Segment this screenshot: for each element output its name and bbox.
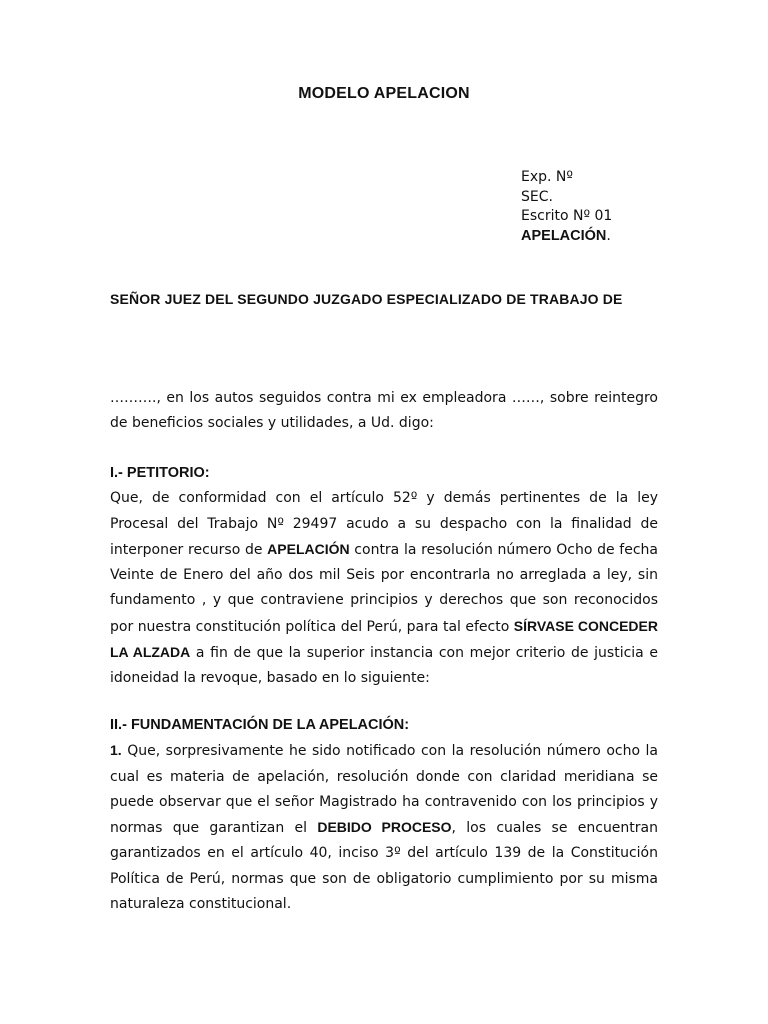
- petitorio-text-3: a fin de que la superior instancia con mejor criterio de justicia e idoneidad la revoque, basado en lo siguiente:: [110, 645, 659, 687]
- case-info-block: [521, 168, 612, 246]
- fundamentacion-section: [110, 713, 658, 917]
- fundamentacion-number: 1.: [110, 742, 122, 759]
- addressee: SEÑOR JUEZ DEL SEGUNDO JUZGADO ESPECIALIZADO DE TRABAJO DE: [110, 291, 623, 307]
- document-title: MODELO APELACION: [298, 85, 470, 102]
- fundamentacion-heading: II.- FUNDAMENTACIÓN DE LA APELACIÓN:: [110, 717, 410, 733]
- petitorio-section: [110, 461, 658, 692]
- petitorio-heading: I.- PETITORIO:: [110, 465, 210, 481]
- fundamentacion-text-1: Que, sorpresivamente he sido notificado con la resolución número ocho la cual es materia de apelación, resolución donde con claridad meridiana se puede observar que el señor Magistrado ha contravenido con los principios y normas que garantizan el: [110, 743, 658, 837]
- petitorio-text-2: contra la resolución número Ocho de fecha Veinte de Enero del año dos mil Seis por encontrarla no arreglada a ley, sin fundamento , y que contraviene principios y derechos que son reconocidos por nuestra constitución política del Perú, para tal efecto: [110, 541, 658, 635]
- expediente-number: Exp. Nº: [521, 169, 573, 185]
- intro-paragraph: [110, 386, 658, 437]
- petitorio-text-1: Que, de conformidad con el artículo 52º y demás pertinentes de la ley Procesal del Trabajo Nº 29497 acudo a su despacho con la finalidad de interponer recurso de: [110, 490, 658, 558]
- sumilla-dot: .: [606, 227, 611, 244]
- intro-text: ………., en los autos seguidos contra mi ex empleadora ……, sobre reintegro de beneficios sociales y utilidades, a Ud. digo:: [110, 390, 658, 432]
- petitorio-bold-apelacion: APELACIÓN: [267, 540, 350, 557]
- sumilla-apelacion: APELACIÓN: [521, 227, 607, 244]
- fundamentacion-text-2: , los cuales se encuentran garantizados en el artículo 40, inciso 3º del artículo 139 de la Constitución Política de Perú, normas que son de obligatorio cumplimiento por su misma naturaleza constitucional.: [110, 820, 658, 913]
- fundamentacion-bold-debido-proceso: DEBIDO PROCESO: [317, 819, 452, 836]
- petitorio-paragraph: [110, 486, 658, 691]
- sumilla: [521, 227, 612, 247]
- secretario-label: SEC.: [521, 188, 553, 205]
- escrito-number: Escrito Nº 01: [521, 208, 613, 224]
- fundamentacion-paragraph: [110, 738, 658, 917]
- petitorio-bold-alzada: SÍRVASE CONCEDER LA ALZADA: [110, 617, 658, 661]
